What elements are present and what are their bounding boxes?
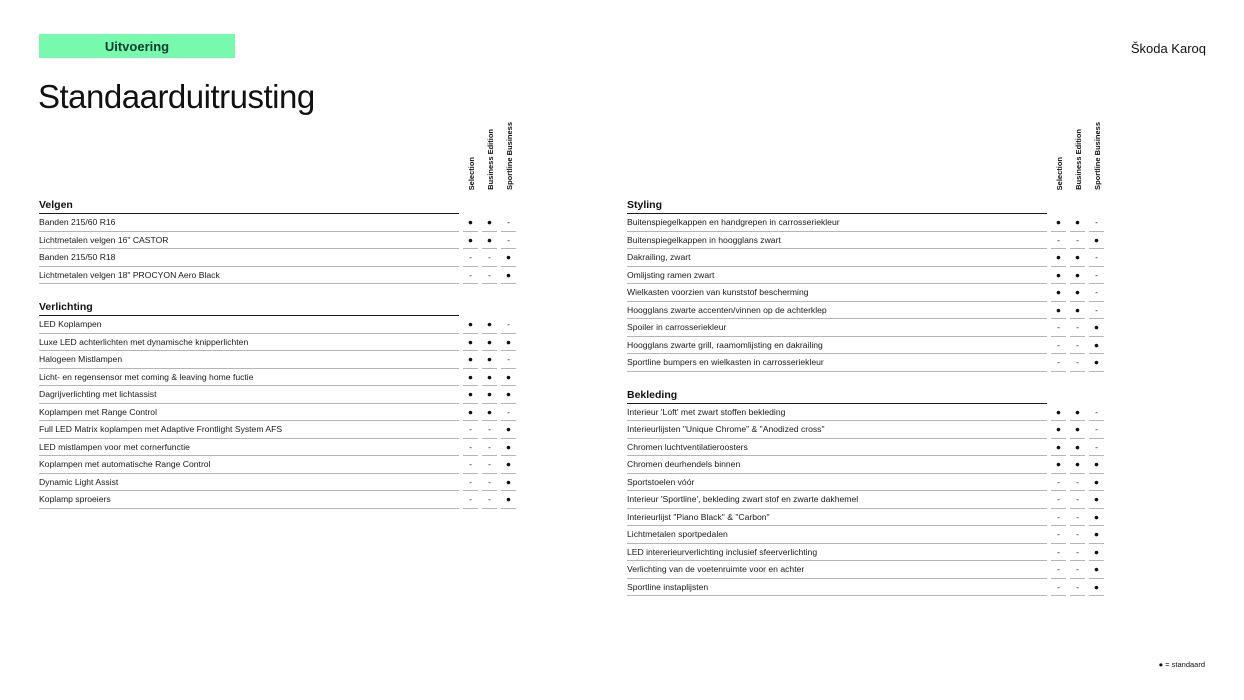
availability-mark: ● xyxy=(501,369,516,387)
column-header-business-edition: Business Edition xyxy=(485,129,495,190)
equipment-section xyxy=(627,382,1107,597)
availability-mark: - xyxy=(501,404,516,422)
equipment-label: Spoiler in carrosseriekleur xyxy=(627,319,1047,337)
equipment-row xyxy=(39,456,519,474)
section-title: Styling xyxy=(627,192,1047,214)
availability-mark: ● xyxy=(463,404,478,422)
availability-mark: ● xyxy=(501,267,516,285)
availability-mark: ● xyxy=(463,334,478,352)
availability-mark: ● xyxy=(1089,319,1104,337)
availability-mark: - xyxy=(1089,267,1104,285)
equipment-row xyxy=(39,334,519,352)
availability-mark: - xyxy=(463,249,478,267)
availability-mark: - xyxy=(1051,491,1066,509)
equipment-label: LED intererieurverlichting inclusief sfeerverlichting xyxy=(627,544,1047,562)
column-header-sportline-business: Sportline Business xyxy=(1092,122,1102,190)
availability-mark: ● xyxy=(482,386,497,404)
availability-mark: ● xyxy=(482,214,497,232)
availability-mark: ● xyxy=(1089,491,1104,509)
availability-mark: ● xyxy=(501,334,516,352)
availability-mark: ● xyxy=(501,386,516,404)
equipment-label: Dagrijverlichting met lichtassist xyxy=(39,386,459,404)
availability-mark: - xyxy=(1051,561,1066,579)
page-title: Standaarduitrusting xyxy=(38,78,315,115)
equipment-label: LED Koplampen xyxy=(39,316,459,334)
equipment-label: Dynamic Light Assist xyxy=(39,474,459,492)
availability-mark: ● xyxy=(1089,561,1104,579)
availability-mark: ● xyxy=(1089,354,1104,372)
availability-mark: ● xyxy=(501,439,516,457)
availability-mark: - xyxy=(1070,491,1085,509)
equipment-row xyxy=(39,491,519,509)
availability-mark: - xyxy=(1070,474,1085,492)
availability-mark: ● xyxy=(1070,302,1085,320)
availability-mark: - xyxy=(463,456,478,474)
equipment-label: Sportline bumpers en wielkasten in carrosseriekleur xyxy=(627,354,1047,372)
equipment-label: Koplampen met automatische Range Control xyxy=(39,456,459,474)
column-header-sportline-business: Sportline Business xyxy=(504,122,514,190)
availability-mark: - xyxy=(1089,421,1104,439)
availability-mark: - xyxy=(1051,474,1066,492)
equipment-row xyxy=(627,456,1107,474)
equipment-row xyxy=(39,351,519,369)
equipment-row xyxy=(39,249,519,267)
equipment-label: Banden 215/60 R16 xyxy=(39,214,459,232)
equipment-row xyxy=(627,337,1107,355)
section-badge: Uitvoering xyxy=(39,34,235,58)
equipment-row xyxy=(39,421,519,439)
equipment-label: Full LED Matrix koplampen met Adaptive Frontlight System AFS xyxy=(39,421,459,439)
availability-mark: - xyxy=(1070,337,1085,355)
availability-mark: - xyxy=(482,474,497,492)
availability-mark: - xyxy=(1089,249,1104,267)
availability-mark: ● xyxy=(1051,421,1066,439)
column-headers xyxy=(627,122,1107,192)
equipment-label: Koplamp sproeiers xyxy=(39,491,459,509)
availability-mark: ● xyxy=(1051,302,1066,320)
availability-mark: ● xyxy=(463,316,478,334)
brand-name: Škoda Karoq xyxy=(1130,41,1206,56)
equipment-row xyxy=(627,491,1107,509)
availability-mark: - xyxy=(482,491,497,509)
availability-mark: - xyxy=(1070,526,1085,544)
availability-mark: ● xyxy=(1070,439,1085,457)
availability-mark: ● xyxy=(463,369,478,387)
equipment-label: Omlijsting ramen zwart xyxy=(627,267,1047,285)
section-title: Velgen xyxy=(39,192,459,214)
equipment-label: Interieur 'Loft' met zwart stoffen bekleding xyxy=(627,404,1047,422)
availability-mark: ● xyxy=(1070,421,1085,439)
equipment-row xyxy=(627,544,1107,562)
availability-mark: ● xyxy=(463,386,478,404)
availability-mark: - xyxy=(1089,302,1104,320)
equipment-label: Lichtmetalen sportpedalen xyxy=(627,526,1047,544)
availability-mark: - xyxy=(1051,579,1066,597)
availability-mark: - xyxy=(482,267,497,285)
availability-mark: ● xyxy=(482,369,497,387)
availability-mark: - xyxy=(1051,319,1066,337)
availability-mark: - xyxy=(463,267,478,285)
equipment-row xyxy=(627,354,1107,372)
equipment-row xyxy=(39,386,519,404)
availability-mark: - xyxy=(463,439,478,457)
availability-mark: ● xyxy=(1051,404,1066,422)
availability-mark: - xyxy=(1070,579,1085,597)
equipment-label: Hoogglans zwarte grill, raamomlijsting en dakrailing xyxy=(627,337,1047,355)
availability-mark: - xyxy=(1070,544,1085,562)
availability-mark: - xyxy=(1089,404,1104,422)
availability-mark: - xyxy=(1089,214,1104,232)
availability-mark: - xyxy=(482,439,497,457)
availability-mark: ● xyxy=(501,421,516,439)
equipment-row xyxy=(627,474,1107,492)
equipment-row xyxy=(39,439,519,457)
availability-mark: - xyxy=(463,421,478,439)
availability-mark: - xyxy=(1070,354,1085,372)
availability-mark: - xyxy=(482,421,497,439)
equipment-row xyxy=(627,421,1107,439)
availability-mark: ● xyxy=(501,249,516,267)
availability-mark: ● xyxy=(1089,232,1104,250)
equipment-row xyxy=(39,232,519,250)
column-header-business-edition: Business Edition xyxy=(1073,129,1083,190)
equipment-label: Koplampen met Range Control xyxy=(39,404,459,422)
availability-mark: - xyxy=(1070,232,1085,250)
column-headers xyxy=(39,122,519,192)
availability-mark: ● xyxy=(1089,474,1104,492)
equipment-row xyxy=(627,404,1107,422)
equipment-row xyxy=(39,404,519,422)
equipment-label: Licht- en regensensor met coming & leaving home fuctie xyxy=(39,369,459,387)
left-column xyxy=(39,122,519,519)
section-list xyxy=(627,192,1107,596)
availability-mark: ● xyxy=(1089,509,1104,527)
equipment-label: Dakrailing, zwart xyxy=(627,249,1047,267)
equipment-label: Banden 215/50 R18 xyxy=(39,249,459,267)
availability-mark: - xyxy=(463,474,478,492)
availability-mark: ● xyxy=(1051,439,1066,457)
availability-mark: - xyxy=(1089,284,1104,302)
equipment-label: Chromen deurhendels binnen xyxy=(627,456,1047,474)
equipment-label: Interieurlijsten "Unique Chrome" & "Anodized cross" xyxy=(627,421,1047,439)
equipment-row xyxy=(627,302,1107,320)
availability-mark: - xyxy=(1051,526,1066,544)
equipment-label: Hoogglans zwarte accenten/vinnen op de achterklep xyxy=(627,302,1047,320)
legend: ● = standaard xyxy=(1158,660,1205,669)
availability-mark: - xyxy=(1070,509,1085,527)
availability-mark: - xyxy=(1070,319,1085,337)
availability-mark: ● xyxy=(482,316,497,334)
availability-mark: ● xyxy=(482,351,497,369)
availability-mark: ● xyxy=(1070,404,1085,422)
availability-mark: - xyxy=(1070,561,1085,579)
column-header-selection: Selection xyxy=(1054,156,1064,190)
availability-mark: ● xyxy=(463,232,478,250)
availability-mark: - xyxy=(1051,337,1066,355)
availability-mark: ● xyxy=(501,491,516,509)
equipment-row xyxy=(627,561,1107,579)
availability-mark: - xyxy=(482,456,497,474)
availability-mark: ● xyxy=(1051,214,1066,232)
availability-mark: - xyxy=(1089,439,1104,457)
right-column xyxy=(627,122,1107,606)
availability-mark: ● xyxy=(1089,544,1104,562)
availability-mark: ● xyxy=(1051,249,1066,267)
equipment-row xyxy=(627,249,1107,267)
section-list xyxy=(39,192,519,509)
equipment-row xyxy=(627,439,1107,457)
availability-mark: ● xyxy=(501,474,516,492)
equipment-label: Halogeen Mistlampen xyxy=(39,351,459,369)
availability-mark: - xyxy=(1051,354,1066,372)
equipment-row xyxy=(39,316,519,334)
equipment-label: Buitenspiegelkappen en handgrepen in carrosseriekleur xyxy=(627,214,1047,232)
availability-mark: - xyxy=(501,351,516,369)
availability-mark: ● xyxy=(1051,284,1066,302)
availability-mark: ● xyxy=(1070,284,1085,302)
equipment-label: Wielkasten voorzien van kunststof bescherming xyxy=(627,284,1047,302)
availability-mark: ● xyxy=(463,351,478,369)
equipment-section xyxy=(627,192,1107,372)
availability-mark: - xyxy=(501,214,516,232)
equipment-label: Buitenspiegelkappen in hoogglans zwart xyxy=(627,232,1047,250)
availability-mark: ● xyxy=(1089,456,1104,474)
equipment-label: Lichtmetalen velgen 18" PROCYON Aero Black xyxy=(39,267,459,285)
availability-mark: ● xyxy=(1070,267,1085,285)
availability-mark: ● xyxy=(463,214,478,232)
equipment-label: Chromen luchtventilatieroosters xyxy=(627,439,1047,457)
availability-mark: ● xyxy=(1070,214,1085,232)
equipment-label: Sportstoelen vóór xyxy=(627,474,1047,492)
availability-mark: ● xyxy=(1051,267,1066,285)
availability-mark: - xyxy=(482,249,497,267)
equipment-row xyxy=(627,267,1107,285)
equipment-row xyxy=(627,509,1107,527)
equipment-row xyxy=(627,214,1107,232)
availability-mark: ● xyxy=(1089,579,1104,597)
section-title: Verlichting xyxy=(39,294,459,316)
availability-mark: ● xyxy=(1051,456,1066,474)
equipment-section xyxy=(39,192,519,284)
availability-mark: ● xyxy=(1070,456,1085,474)
equipment-label: Interieur 'Sportline', bekleding zwart stof en zwarte dakhemel xyxy=(627,491,1047,509)
equipment-label: Interieurlijst "Piano Black" & "Carbon" xyxy=(627,509,1047,527)
section-title: Bekleding xyxy=(627,382,1047,404)
availability-mark: - xyxy=(501,316,516,334)
availability-mark: ● xyxy=(501,456,516,474)
availability-mark: ● xyxy=(1089,337,1104,355)
equipment-row xyxy=(39,474,519,492)
equipment-row xyxy=(627,232,1107,250)
availability-mark: - xyxy=(1051,232,1066,250)
equipment-section xyxy=(39,294,519,509)
equipment-label: Verlichting van de voetenruimte voor en achter xyxy=(627,561,1047,579)
equipment-row xyxy=(39,267,519,285)
availability-mark: - xyxy=(463,491,478,509)
equipment-row xyxy=(627,526,1107,544)
equipment-label: Lichtmetalen velgen 16" CASTOR xyxy=(39,232,459,250)
equipment-row xyxy=(39,214,519,232)
equipment-row xyxy=(627,579,1107,597)
equipment-row xyxy=(627,284,1107,302)
availability-mark: ● xyxy=(1089,526,1104,544)
equipment-label: LED mistlampen voor met cornerfunctie xyxy=(39,439,459,457)
column-header-selection: Selection xyxy=(466,156,476,190)
equipment-row xyxy=(627,319,1107,337)
availability-mark: ● xyxy=(482,232,497,250)
equipment-row xyxy=(39,369,519,387)
availability-mark: - xyxy=(501,232,516,250)
availability-mark: ● xyxy=(482,334,497,352)
equipment-label: Luxe LED achterlichten met dynamische knipperlichten xyxy=(39,334,459,352)
availability-mark: ● xyxy=(1070,249,1085,267)
availability-mark: - xyxy=(1051,544,1066,562)
availability-mark: - xyxy=(1051,509,1066,527)
equipment-label: Sportline instaplijsten xyxy=(627,579,1047,597)
availability-mark: ● xyxy=(482,404,497,422)
